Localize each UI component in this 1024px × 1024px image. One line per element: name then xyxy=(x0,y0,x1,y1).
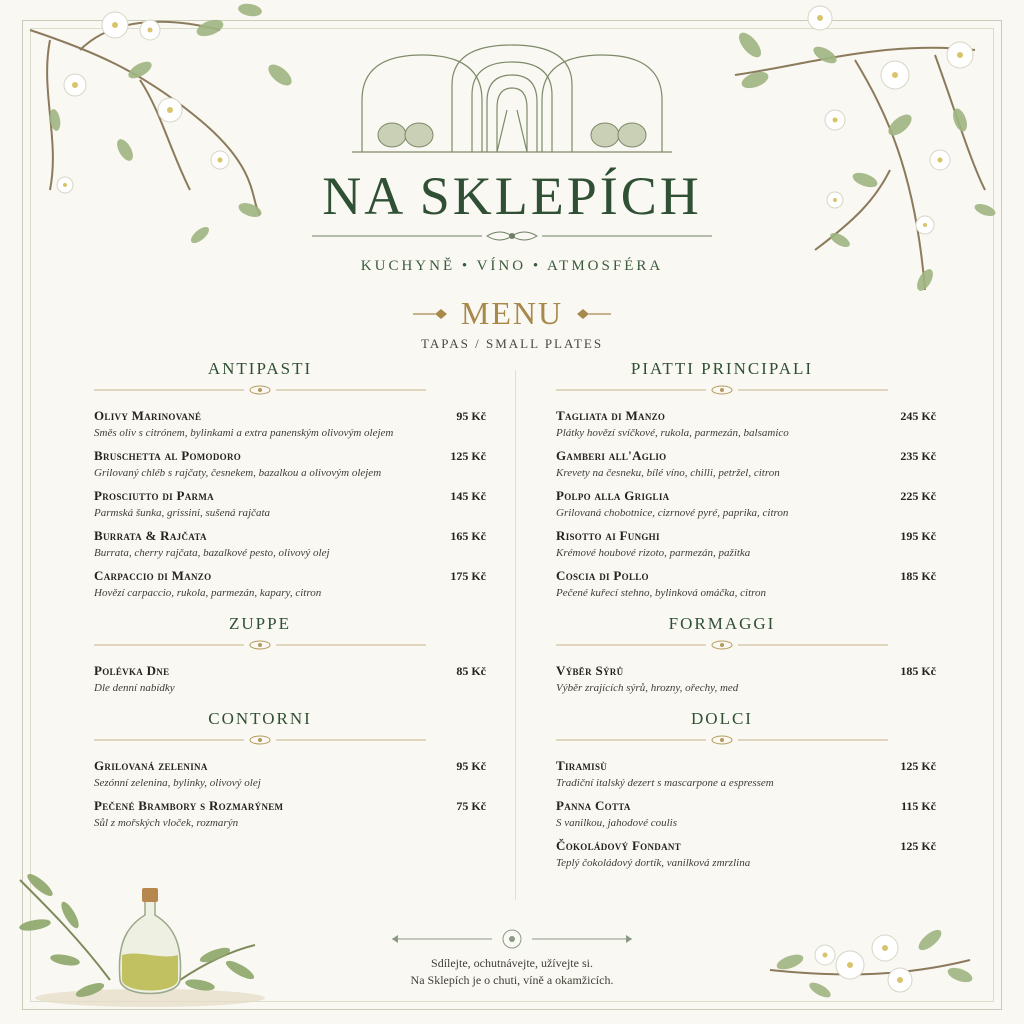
dish-price: 165 Kč xyxy=(450,529,486,543)
list-item xyxy=(94,488,486,519)
dish-price: 115 Kč xyxy=(901,799,936,813)
dish-price: 95 Kč xyxy=(456,759,486,773)
dish-price: 185 Kč xyxy=(900,569,936,583)
footer-ornament-icon xyxy=(392,928,632,950)
section-title: FORMAGGI xyxy=(668,614,776,633)
dish-name: Polévka Dne xyxy=(94,663,170,678)
dish-price: 195 Kč xyxy=(900,529,936,543)
dish-name: Čokoládový Fondant xyxy=(556,838,681,853)
dish-description: Výběr zrajících sýrů, hrozny, ořechy, med xyxy=(556,682,739,694)
section-zuppe xyxy=(94,613,486,694)
section-title: DOLCI xyxy=(691,709,753,728)
list-item xyxy=(94,528,486,559)
list-item xyxy=(556,568,936,599)
dish-name: Carpaccio di Manzo xyxy=(94,568,212,583)
dish-description: S vanilkou, jahodové coulis xyxy=(556,817,677,829)
dish-name: Bruschetta al Pomodoro xyxy=(94,448,242,463)
footer-line-2: Na Sklepích je o chuti, víně a okamžicích. xyxy=(410,973,614,987)
dish-price: 225 Kč xyxy=(900,489,936,503)
section-formaggi xyxy=(556,613,936,694)
list-item xyxy=(556,448,936,479)
menu-heading xyxy=(0,295,1024,332)
dish-name: Gamberi all'Aglio xyxy=(556,448,667,463)
dish-price: 125 Kč xyxy=(900,759,936,773)
dish-price: 235 Kč xyxy=(900,449,936,463)
dish-description: Burrata, cherry rajčata, bazalkové pesto, olivový olej xyxy=(94,547,330,559)
dish-description: Hovězí carpaccio, rukola, parmezán, kapary, citron xyxy=(94,587,322,599)
dish-description: Parmská šunka, grissini, sušená rajčata xyxy=(94,507,270,519)
section-title: ANTIPASTI xyxy=(207,359,313,378)
footer-line-1: Sdílejte, ochutnávejte, užívejte si. xyxy=(431,956,593,970)
dish-description: Krevety na česneku, bílé víno, chilli, petržel, citron xyxy=(556,467,780,479)
left-flourish-icon xyxy=(413,308,447,320)
section-ornament-icon xyxy=(94,734,426,746)
list-item xyxy=(556,838,936,869)
dish-name: Coscia di Pollo xyxy=(556,568,649,583)
dish-price: 145 Kč xyxy=(450,489,486,503)
menu-footer xyxy=(0,928,1024,989)
section-antipasti xyxy=(94,358,486,599)
dish-price: 75 Kč xyxy=(456,799,486,813)
list-item xyxy=(556,408,936,439)
dish-price: 175 Kč xyxy=(450,569,486,583)
wine-cellar-illustration-icon xyxy=(347,40,677,158)
dish-name: Výběr Sýrů xyxy=(556,663,624,678)
dish-description: Krémové houbové rizoto, parmezán, pažitka xyxy=(556,547,751,559)
dish-name: Grilovaná zelenina xyxy=(94,758,208,773)
dish-description: Plátky hovězí svíčkové, rukola, parmezán, balsamico xyxy=(556,427,789,439)
dish-price: 125 Kč xyxy=(450,449,486,463)
list-item xyxy=(556,488,936,519)
menu-subheading: TAPAS / SMALL PLATES xyxy=(420,336,604,351)
dish-description: Tradiční italský dezert s mascarpone a espressem xyxy=(556,777,774,789)
dish-price: 95 Kč xyxy=(456,409,486,423)
list-item xyxy=(94,758,486,789)
section-contorni xyxy=(94,708,486,829)
section-ornament-icon xyxy=(556,639,888,651)
dish-name: Polpo alla Griglia xyxy=(556,488,670,503)
dish-name: Panna Cotta xyxy=(556,798,631,813)
dish-name: Burrata & Rajčata xyxy=(94,528,207,543)
section-title: CONTORNI xyxy=(208,709,312,728)
section-ornament-icon xyxy=(94,639,426,651)
dish-description: Grilovaná chobotnice, cizrnové pyré, paprika, citron xyxy=(556,507,789,519)
right-flourish-icon xyxy=(577,308,611,320)
dish-description: Sůl z mořských vloček, rozmarýn xyxy=(94,817,239,829)
dish-price: 125 Kč xyxy=(900,839,936,853)
list-item xyxy=(94,798,486,829)
dish-name: Risotto ai Funghi xyxy=(556,528,660,543)
section-dolci xyxy=(556,708,936,869)
tagline: KUCHYNĚ • VÍNO • ATMOSFÉRA xyxy=(360,258,664,274)
list-item xyxy=(556,798,936,829)
dish-name: Prosciutto di Parma xyxy=(94,488,214,503)
list-item xyxy=(94,568,486,599)
dish-price: 245 Kč xyxy=(900,409,936,423)
right-column xyxy=(556,358,936,878)
restaurant-name: NA SKLEPÍCH xyxy=(322,166,702,226)
column-divider xyxy=(515,370,516,900)
dish-description: Sezónní zelenina, bylinky, olivový olej xyxy=(94,777,261,789)
section-piatti-principali xyxy=(556,358,936,599)
dish-description: Dle denní nabídky xyxy=(94,682,175,694)
left-column xyxy=(94,358,486,838)
title-ornament-icon xyxy=(312,228,712,244)
section-ornament-icon xyxy=(556,734,888,746)
list-item xyxy=(94,408,486,439)
dish-name: Olivy Marinované xyxy=(94,408,202,423)
section-title: PIATTI PRINCIPALI xyxy=(630,359,814,378)
menu-header xyxy=(0,40,1024,352)
menu-label: MENU xyxy=(460,295,564,331)
dish-description: Grilovaný chléb s rajčaty, česnekem, bazalkou a olivovým olejem xyxy=(94,467,382,479)
list-item xyxy=(556,758,936,789)
section-title: ZUPPE xyxy=(229,614,291,633)
dish-name: Pečené Brambory s Rozmarýnem xyxy=(94,798,284,813)
dish-description: Teplý čokoládový dortík, vanilková zmrzlina xyxy=(556,857,751,869)
dish-price: 185 Kč xyxy=(900,664,936,678)
list-item xyxy=(94,448,486,479)
list-item xyxy=(556,528,936,559)
dish-name: Tagliata di Manzo xyxy=(556,408,666,423)
dish-name: Tiramisù xyxy=(556,758,608,773)
dish-price: 85 Kč xyxy=(456,664,486,678)
dish-description: Směs oliv s citrónem, bylinkami a extra panenským olivovým olejem xyxy=(94,427,394,439)
list-item xyxy=(94,663,486,694)
section-ornament-icon xyxy=(94,384,426,396)
dish-description: Pečené kuřecí stehno, bylinková omáčka, citron xyxy=(556,587,767,599)
section-ornament-icon xyxy=(556,384,888,396)
list-item xyxy=(556,663,936,694)
